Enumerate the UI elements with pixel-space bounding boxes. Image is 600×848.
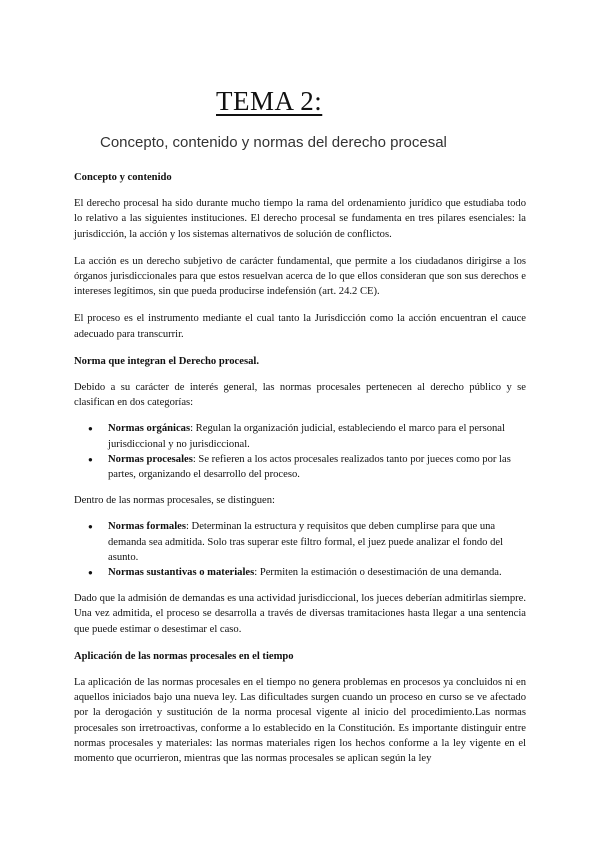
list-item-term: Normas procesales (108, 453, 193, 465)
page-subtitle: Concepto, contenido y normas del derecho procesal (100, 134, 447, 151)
page-title: TEMA 2: (216, 86, 323, 116)
paragraph: La aplicación de las normas procesales en el tiempo no genera problemas en procesos ya concluidos ni en aquellos iniciados bajo una nueva ley. Las dificultades surgen cuando un proceso en curso se ve afectado por la derogación y sustitución de la norma procesal vigente al inicio del procedimiento.Las normas procesales son irretroactivas, conforme a lo establecido en la Constitución. Es importante distinguir entre normas procesales y materiales: las normas materiales rigen los hechos conforme a la ley vigente en el momento que ocurrieron, mientras que las normas procesales se aplican según la ley (74, 677, 526, 765)
paragraph: Debido a su carácter de interés general, las normas procesales pertenecen al derecho público y se clasifican en dos categorías: (74, 382, 526, 409)
list-item (108, 421, 526, 451)
category-list (74, 421, 526, 482)
section-heading: Aplicación de las normas procesales en el tiempo (74, 650, 294, 662)
section-heading: Concepto y contenido (74, 172, 172, 183)
list-item-term: Normas orgánicas (108, 423, 191, 435)
paragraph: El derecho procesal ha sido durante mucho tiempo la rama del ordenamiento jurídico que estudiaba todo lo relativo a las siguientes instituciones. El derecho procesal se fundamenta en tres pilares esenciales: la jurisdicción, la acción y los sistemas alternativos de solución de conflictos. (74, 198, 526, 240)
list-item (108, 452, 526, 482)
list-item-text: : Se refieren a los actos procesales realizados tanto por jueces como por las partes, organizando el desarrollo del proceso. (108, 453, 511, 481)
list-item-term: Normas formales (108, 521, 186, 533)
list-item-term: Normas sustantivas o materiales (108, 567, 255, 579)
section-heading: Norma que integran el Derecho procesal. (74, 355, 259, 367)
list-item (108, 519, 526, 565)
paragraph: Dentro de las normas procesales, se distinguen: (74, 495, 275, 507)
paragraph: La acción es un derecho subjetivo de carácter fundamental, que permite a los ciudadanos dirigirse a los órganos jurisdiccionales para que estos resuelvan acerca de lo que ellos consideran que son sus derechos e intereses legítimos, sin que pueda producirse indefensión (art. 24.2 CE). (74, 255, 526, 298)
list-item (108, 565, 526, 580)
procedural-norms-list (74, 519, 526, 580)
paragraph: El proceso es el instrumento mediante el cual tanto la Jurisdicción como la acción encuentran el cauce adecuado para transcurrir. (74, 313, 526, 340)
document-body (74, 170, 526, 766)
list-item-text: : Determinan la estructura y requisitos que deben cumplirse para que una demanda sea admitida. Solo tras superar este filtro formal, el juez puede analizar el fondo del asunto. (108, 521, 504, 563)
paragraph: Dado que la admisión de demandas es una actividad jurisdiccional, los jueces deberían admitirlas siempre. Una vez admitida, el proceso se desarrolla a través de diversas tramitaciones hasta llegar a una sentencia que puede estimar o desestimar el caso. (74, 593, 526, 635)
list-item-text: : Permiten la estimación o desestimación de una demanda. (254, 567, 502, 579)
list-item-text: : Regulan la organización judicial, estableciendo el marco para el personal jurisdiccional y no jurisdiccional. (108, 423, 505, 450)
